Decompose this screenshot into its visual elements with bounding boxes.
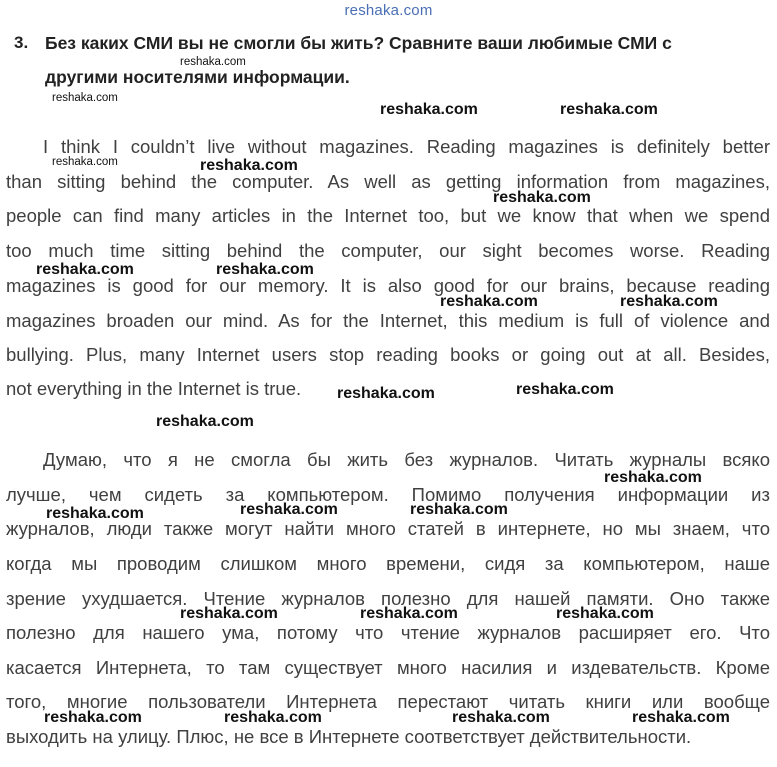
russian-line-7: касается Интернета, то там существует много насилия и издевательств. Кроме [6,657,770,678]
english-line-4: too much time sitting behind the computer, our sight becomes worse. Reading [6,240,770,261]
watermark: reshaka.com [360,605,458,622]
watermark: reshaka.com [410,501,508,518]
russian-line-8: того, многие пользователи Интернета перестают читать книги или вообще [6,691,770,712]
watermark: reshaka.com [52,156,118,168]
english-line-6: magazines broaden our mind. As for the Internet, this medium is full of violence and [6,310,770,331]
site-header[interactable]: reshaka.com [344,2,433,19]
watermark: reshaka.com [516,381,614,398]
watermark: reshaka.com [216,261,314,278]
watermark: reshaka.com [440,293,538,310]
watermark: reshaka.com [452,709,550,726]
english-line-1: I think I couldn’t live without magazines. Reading magazines is definitely better [43,136,770,157]
watermark: reshaka.com [224,709,322,726]
task-title-line-2: другими носителями информации. [45,67,350,87]
russian-line-1: Думаю, что я не смогла бы жить без журналов. Читать журналы всяко [43,449,770,470]
english-line-2: than sitting behind the computer. As well as getting information from magazines, [6,171,770,192]
watermark: reshaka.com [380,101,478,118]
watermark: reshaka.com [52,92,118,104]
watermark: reshaka.com [556,605,654,622]
english-line-7: bullying. Plus, many Internet users stop reading books or going out at all. Besides, [6,344,770,365]
russian-line-5: зрение ухудшается. Чтение журналов полезно для нашей памяти. Оно также [6,588,770,609]
watermark: reshaka.com [620,293,718,310]
watermark: reshaka.com [632,709,730,726]
watermark: reshaka.com [200,157,298,174]
russian-line-9: выходить на улицу. Плюс, не все в Интернете соответствует действительности. [6,726,692,747]
watermark: reshaka.com [44,709,142,726]
english-line-3: people can find many articles in the Internet too, but we know that when we spend [6,205,770,226]
watermark: reshaka.com [46,505,144,522]
english-line-8: not everything in the Internet is true. [6,378,302,399]
english-line-5: magazines is good for our memory. It is also good for our brains, because reading [6,275,770,296]
watermark: reshaka.com [180,605,278,622]
watermark: reshaka.com [337,385,435,402]
watermark: reshaka.com [604,469,702,486]
watermark: reshaka.com [240,501,338,518]
watermark: reshaka.com [560,101,658,118]
watermark: reshaka.com [180,56,246,68]
russian-line-6: полезно для нашего ума, потому что чтение журналов расширяет его. Что [6,622,770,643]
watermark: reshaka.com [493,189,591,206]
task-title-line-1: Без каких СМИ вы не смогли бы жить? Сравните ваши любимые СМИ с [45,33,672,53]
watermark: reshaka.com [36,261,134,278]
watermark: reshaka.com [156,413,254,430]
task-number: 3. [14,33,29,52]
russian-line-4: когда мы проводим слишком много времени, сидя за компьютером, наше [6,553,770,574]
russian-line-2: лучше, чем сидеть за компьютером. Помимо получения информации из [6,484,770,505]
russian-line-3: журналов, люди также могут найти много статей в интернете, но мы знаем, что [6,518,770,539]
